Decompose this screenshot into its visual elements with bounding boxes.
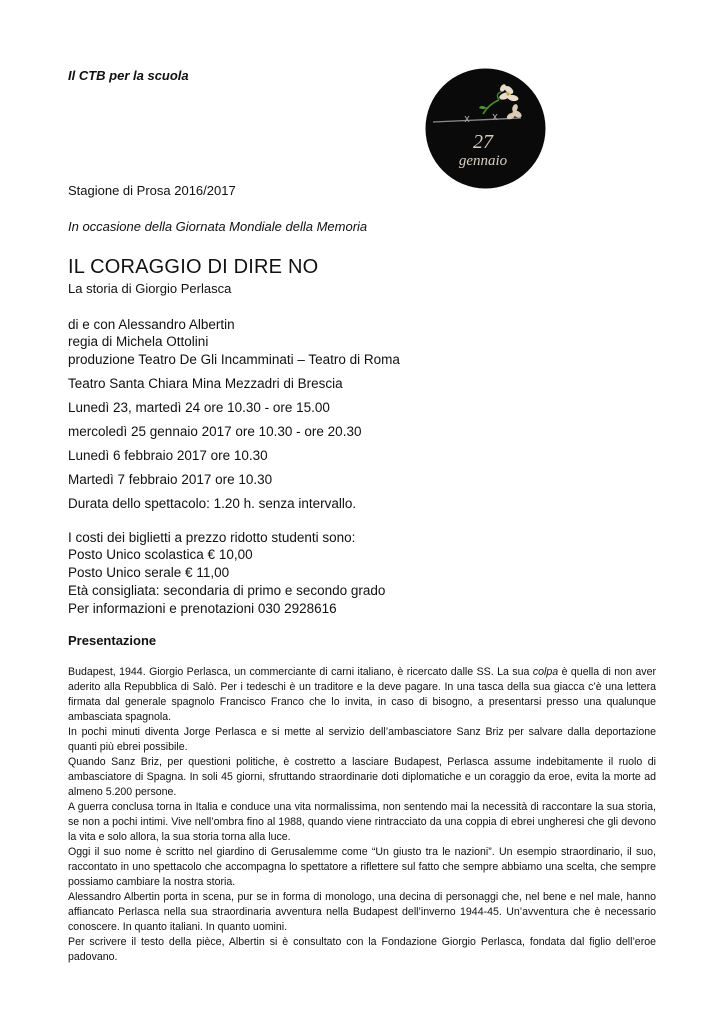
paragraph: In pochi minuti diventa Jorge Perlasca e si mette al servizio dell’ambasciatore Sanz Briz per salvare dalla deportazione quanti più ebrei possibile. bbox=[68, 726, 656, 753]
occasion-label: In occasione della Giornata Mondiale della Memoria bbox=[68, 219, 368, 234]
ticket-line: Età consigliata: secondaria di primo e secondo grado bbox=[68, 583, 386, 598]
header-label: Il CTB per la scuola bbox=[68, 68, 189, 83]
paragraph-text: Budapest, 1944. Giorgio Perlasca, un commerciante di carni italiano, è ricercato dalle SS. La sua bbox=[68, 666, 533, 678]
paragraph: Alessandro Albertin porta in scena, pur se in forma di monologo, una decina di personaggi che, nel bene e nel male, hanno affiancato Perlasca nella sua straordinaria avventura nella Budapest dell’inverno 1944-45. Un’avventura che è necessario conoscere. In quanto italiani. In quanto uomini. bbox=[68, 891, 656, 933]
page-title: IL CORAGGIO DI DIRE NO bbox=[68, 256, 319, 278]
schedule-line: Lunedì 23, martedì 24 ore 10.30 - ore 15.00 bbox=[68, 400, 330, 415]
credit-line: produzione Teatro De Gli Incamminati – Teatro di Roma bbox=[68, 352, 400, 367]
logo-month: gennaio bbox=[458, 153, 508, 169]
presentation-heading: Presentazione bbox=[68, 633, 157, 648]
season-label: Stagione di Prosa 2016/2017 bbox=[68, 183, 236, 198]
ticket-line: I costi dei biglietti a prezzo ridotto studenti sono: bbox=[68, 530, 356, 545]
schedule-line: Martedì 7 febbraio 2017 ore 10.30 bbox=[68, 472, 273, 487]
paragraph: Per scrivere il testo della pièce, Albertin si è consultato con la Fondazione Giorgio Perlasca, fondata dal figlio dell’eroe padovano. bbox=[68, 936, 656, 963]
paragraph bbox=[68, 665, 656, 725]
venue-line: Teatro Santa Chiara Mina Mezzadri di Brescia bbox=[68, 376, 343, 391]
contact-line: Per informazioni e prenotazioni 030 2928616 bbox=[68, 601, 337, 616]
presentation-body bbox=[68, 665, 656, 965]
schedule-line: mercoledì 25 gennaio 2017 ore 10.30 - ore 20.30 bbox=[68, 424, 362, 439]
paragraph: Oggi il suo nome è scritto nel giardino di Gerusalemme come “Un giusto tra le nazioni”. Un esempio straordinario, il suo, raccontato in uno spettacolo che accompagna lo spettatore a riflettere sul fatto che sempre abbiamo una scelta, che sempre possiamo cambiare la nostra storia. bbox=[68, 846, 656, 888]
ticket-line: Posto Unico scolastica € 10,00 bbox=[68, 547, 253, 562]
ticket-line: Posto Unico serale € 11,00 bbox=[68, 565, 230, 580]
credit-line: regia di Michela Ottolini bbox=[68, 334, 209, 349]
logo-number: 27 bbox=[473, 131, 493, 153]
credit-line: di e con Alessandro Albertin bbox=[68, 317, 235, 332]
schedule-line: Lunedì 6 febbraio 2017 ore 10.30 bbox=[68, 448, 268, 463]
page-subtitle: La storia di Giorgio Perlasca bbox=[68, 281, 232, 296]
remembrance-day-logo bbox=[425, 68, 546, 189]
duration-line: Durata dello spettacolo: 1.20 h. senza intervallo. bbox=[68, 496, 357, 511]
paragraph: Quando Sanz Briz, per questioni politiche, è costretto a lasciare Budapest, Perlasca assume indebitamente il ruolo di ambasciatore di Spagna. In soli 45 giorni, sfruttando straordinarie doti diplomatiche e un coraggio da eroe, evita la morte ad almeno 5.200 persone. bbox=[68, 756, 656, 798]
paragraph: A guerra conclusa torna in Italia e conduce una vita normalissima, non sentendo mai la necessità di raccontare la sua storia, se non a pochi intimi. Vive nell’ombra fino al 1988, quando viene rintracciato da una coppia di ebrei ungheresi che gli devono la vita e solo allora, la sua storia torna alla luce. bbox=[68, 801, 656, 843]
paragraph-text: è quella di non aver aderito alla Repubblica di Salò. Per i tedeschi è un traditore e la deve pagare. In una tasca della sua giacca c’è una lettera firmata dal generale spagnolo Francisco Franco che lo invita, in caso di bisogno, a presentarsi presso una qualunque ambasciata spagnola. bbox=[68, 666, 656, 723]
emphasis-text: colpa bbox=[532, 666, 559, 678]
